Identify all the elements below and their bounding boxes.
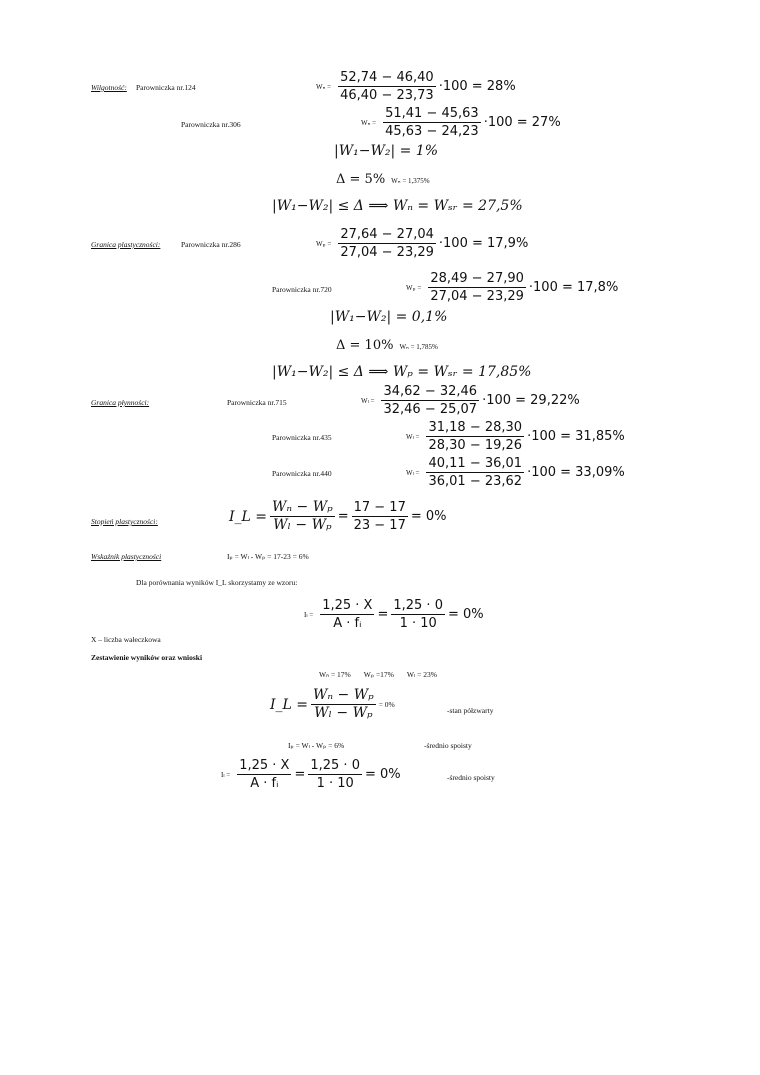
section-label-granica-plynnosci: Granica płynności: xyxy=(91,398,150,407)
equation-wn-1 xyxy=(316,70,516,103)
sample-label: Parowniczka nr.720 xyxy=(272,285,332,294)
denominator: 45,63 − 24,23 xyxy=(385,124,479,139)
equation-lhs: Wₙ = xyxy=(361,118,377,127)
denominator: A · fᵢ xyxy=(333,616,362,631)
numerator: 34,62 − 32,46 xyxy=(383,384,478,399)
sample-label: Parowniczka nr.306 xyxy=(181,120,241,129)
equation-result: = 0% xyxy=(410,509,447,524)
summary-il-note: -stan półzwarty xyxy=(447,706,494,715)
denominator: 27,04 − 23,29 xyxy=(340,245,434,260)
denominator: Wₗ − Wₚ xyxy=(273,517,332,533)
summary-il2-note: -średnio spoisty xyxy=(447,773,495,782)
numerator: 1,25 · X xyxy=(239,758,290,773)
x-definition: X – liczba wałeczkowa xyxy=(91,635,161,644)
denominator: A · fᵢ xyxy=(250,776,279,791)
equation-result: = 0% xyxy=(447,607,484,622)
section-label-wskaznik-plastycznosci: Wskaźnik plastyczności xyxy=(91,552,162,561)
numerator: 1,25 · 0 xyxy=(310,758,360,773)
delta-value: Δ = 10% xyxy=(336,338,394,353)
equation-result: ·100 = 28% xyxy=(438,79,516,94)
denominator: 46,40 − 23,73 xyxy=(340,88,434,103)
denominator: 1 · 10 xyxy=(399,616,437,631)
equation-lhs: Wₙ = xyxy=(316,82,332,91)
denominator: 23 − 17 xyxy=(353,518,406,533)
equation-result: ·100 = 17,8% xyxy=(528,280,619,295)
delta-value: Δ = 5% xyxy=(336,172,386,187)
numerator: 52,74 − 46,40 xyxy=(340,70,434,85)
summary-values: Wₙ = 17% Wₚ =17% Wₗ = 23% xyxy=(319,670,437,679)
numerator: 27,64 − 27,04 xyxy=(340,227,434,242)
denominator: Wₗ − Wₚ xyxy=(314,705,373,721)
denominator: 32,46 − 25,07 xyxy=(383,402,478,417)
equation-result: ·100 = 33,09% xyxy=(527,465,625,480)
numerator: 1,25 · 0 xyxy=(393,598,443,613)
denominator: 28,30 − 19,26 xyxy=(428,438,523,453)
equation-wp-2 xyxy=(406,271,618,304)
delta-equation xyxy=(336,172,430,187)
difference-equation: |W₁−W₂| = 1% xyxy=(334,143,439,159)
equation-result: ·100 = 27% xyxy=(483,115,561,130)
numerator: 17 − 17 xyxy=(353,500,406,515)
numerator: 1,25 · X xyxy=(322,598,373,613)
equation-lhs: Wₗ = xyxy=(406,432,420,441)
section-label-stopien-plastycznosci: Stopień plastyczności: xyxy=(91,517,158,526)
numerator: Wₙ − Wₚ xyxy=(313,687,374,703)
numerator: 40,11 − 36,01 xyxy=(428,456,523,471)
numerator: 28,49 − 27,90 xyxy=(430,271,524,286)
condition-equation: |W₁−W₂| ≤ Δ ⟹ Wₙ = Wₛᵣ = 27,5% xyxy=(272,198,523,214)
difference-equation: |W₁−W₂| = 0,1% xyxy=(330,309,448,325)
equation-wl-2 xyxy=(406,420,625,453)
numerator: Wₙ − Wₚ xyxy=(272,499,333,515)
denominator: 27,04 − 23,29 xyxy=(430,289,524,304)
denominator: 1 · 10 xyxy=(316,776,354,791)
ip-formula: Iₚ = Wₗ - Wₚ = 17-23 = 6% xyxy=(227,552,309,561)
delta-equation xyxy=(336,338,438,353)
equation-wp-1 xyxy=(316,227,528,260)
summary-il-equation xyxy=(270,688,395,721)
equation-lhs: I_L = xyxy=(270,696,309,713)
equation-wn-2 xyxy=(361,106,561,139)
equation-result: = 0% xyxy=(364,767,401,782)
denominator: 36,01 − 23,62 xyxy=(428,474,523,489)
equation-lhs: Iₗ = xyxy=(304,610,314,619)
sample-label: Parowniczka nr.124 xyxy=(136,83,196,92)
equation-lhs: Wₗ = xyxy=(361,396,375,405)
numerator: 51,41 − 45,63 xyxy=(385,106,479,121)
summary-il2-equation: Iₗ = $\frac{1,25 \cdot X}{\text{A · fᵢ}}$ = $\frac{1,25 \cdot 0}{1 \cdot 10}$ = 0% xyxy=(221,758,401,791)
numerator: 31,18 − 28,30 xyxy=(428,420,523,435)
sample-label: Parowniczka nr.286 xyxy=(181,240,241,249)
equation-result: ·100 = 29,22% xyxy=(482,393,580,408)
equation-result: ·100 = 31,85% xyxy=(527,429,625,444)
section-label-wilgotnosc: Wilgotność: xyxy=(91,83,127,92)
sample-label: Parowniczka nr.715 xyxy=(227,398,287,407)
comparison-text: Dla porównania wyników I_L skorzystamy ze wzoru: xyxy=(136,578,298,587)
equation-lhs: Wₗ = xyxy=(406,468,420,477)
equation-il: I_L = $\frac{\text{Wₙ − Wₚ}}{\text{Wₗ − Wₚ}}$ = $\frac{17 - 17}{23 - 17}$ = 0% xyxy=(229,499,447,533)
equation-il-comparison: Iₗ = $\frac{1,25 \cdot X}{\text{A · fᵢ}}$ = $\frac{1,25 \cdot 0}{1 \cdot 10}$ = 0% xyxy=(304,598,484,631)
equation-lhs: Wₚ = xyxy=(316,239,332,248)
equation-result: ·100 = 17,9% xyxy=(438,236,529,251)
delta-note: Wₙ = 1,375% xyxy=(391,177,430,185)
equation-lhs: I_L = xyxy=(229,508,268,525)
summary-ip: Iₚ = Wₗ - Wₚ = 6% xyxy=(288,741,345,750)
section-label-granica-plastycznosci: Granica plastyczności: xyxy=(91,240,161,249)
condition-equation: |W₁−W₂| ≤ Δ ⟹ Wₚ = Wₛᵣ = 17,85% xyxy=(272,364,532,380)
equation-wl-1 xyxy=(361,384,580,417)
equation-lhs: Iₗ = xyxy=(221,770,231,779)
summary-ip-note: -średnio spoisty xyxy=(424,741,472,750)
summary-title: Zestawienie wyników oraz wnioski xyxy=(91,653,203,662)
sample-label: Parowniczka nr.440 xyxy=(272,469,332,478)
sample-label: Parowniczka nr.435 xyxy=(272,433,332,442)
equation-lhs: Wₚ = xyxy=(406,283,422,292)
delta-note: Wₙ = 1,785% xyxy=(399,343,438,351)
equation-wl-3 xyxy=(406,456,625,489)
equation-result: = 0% xyxy=(378,700,395,709)
